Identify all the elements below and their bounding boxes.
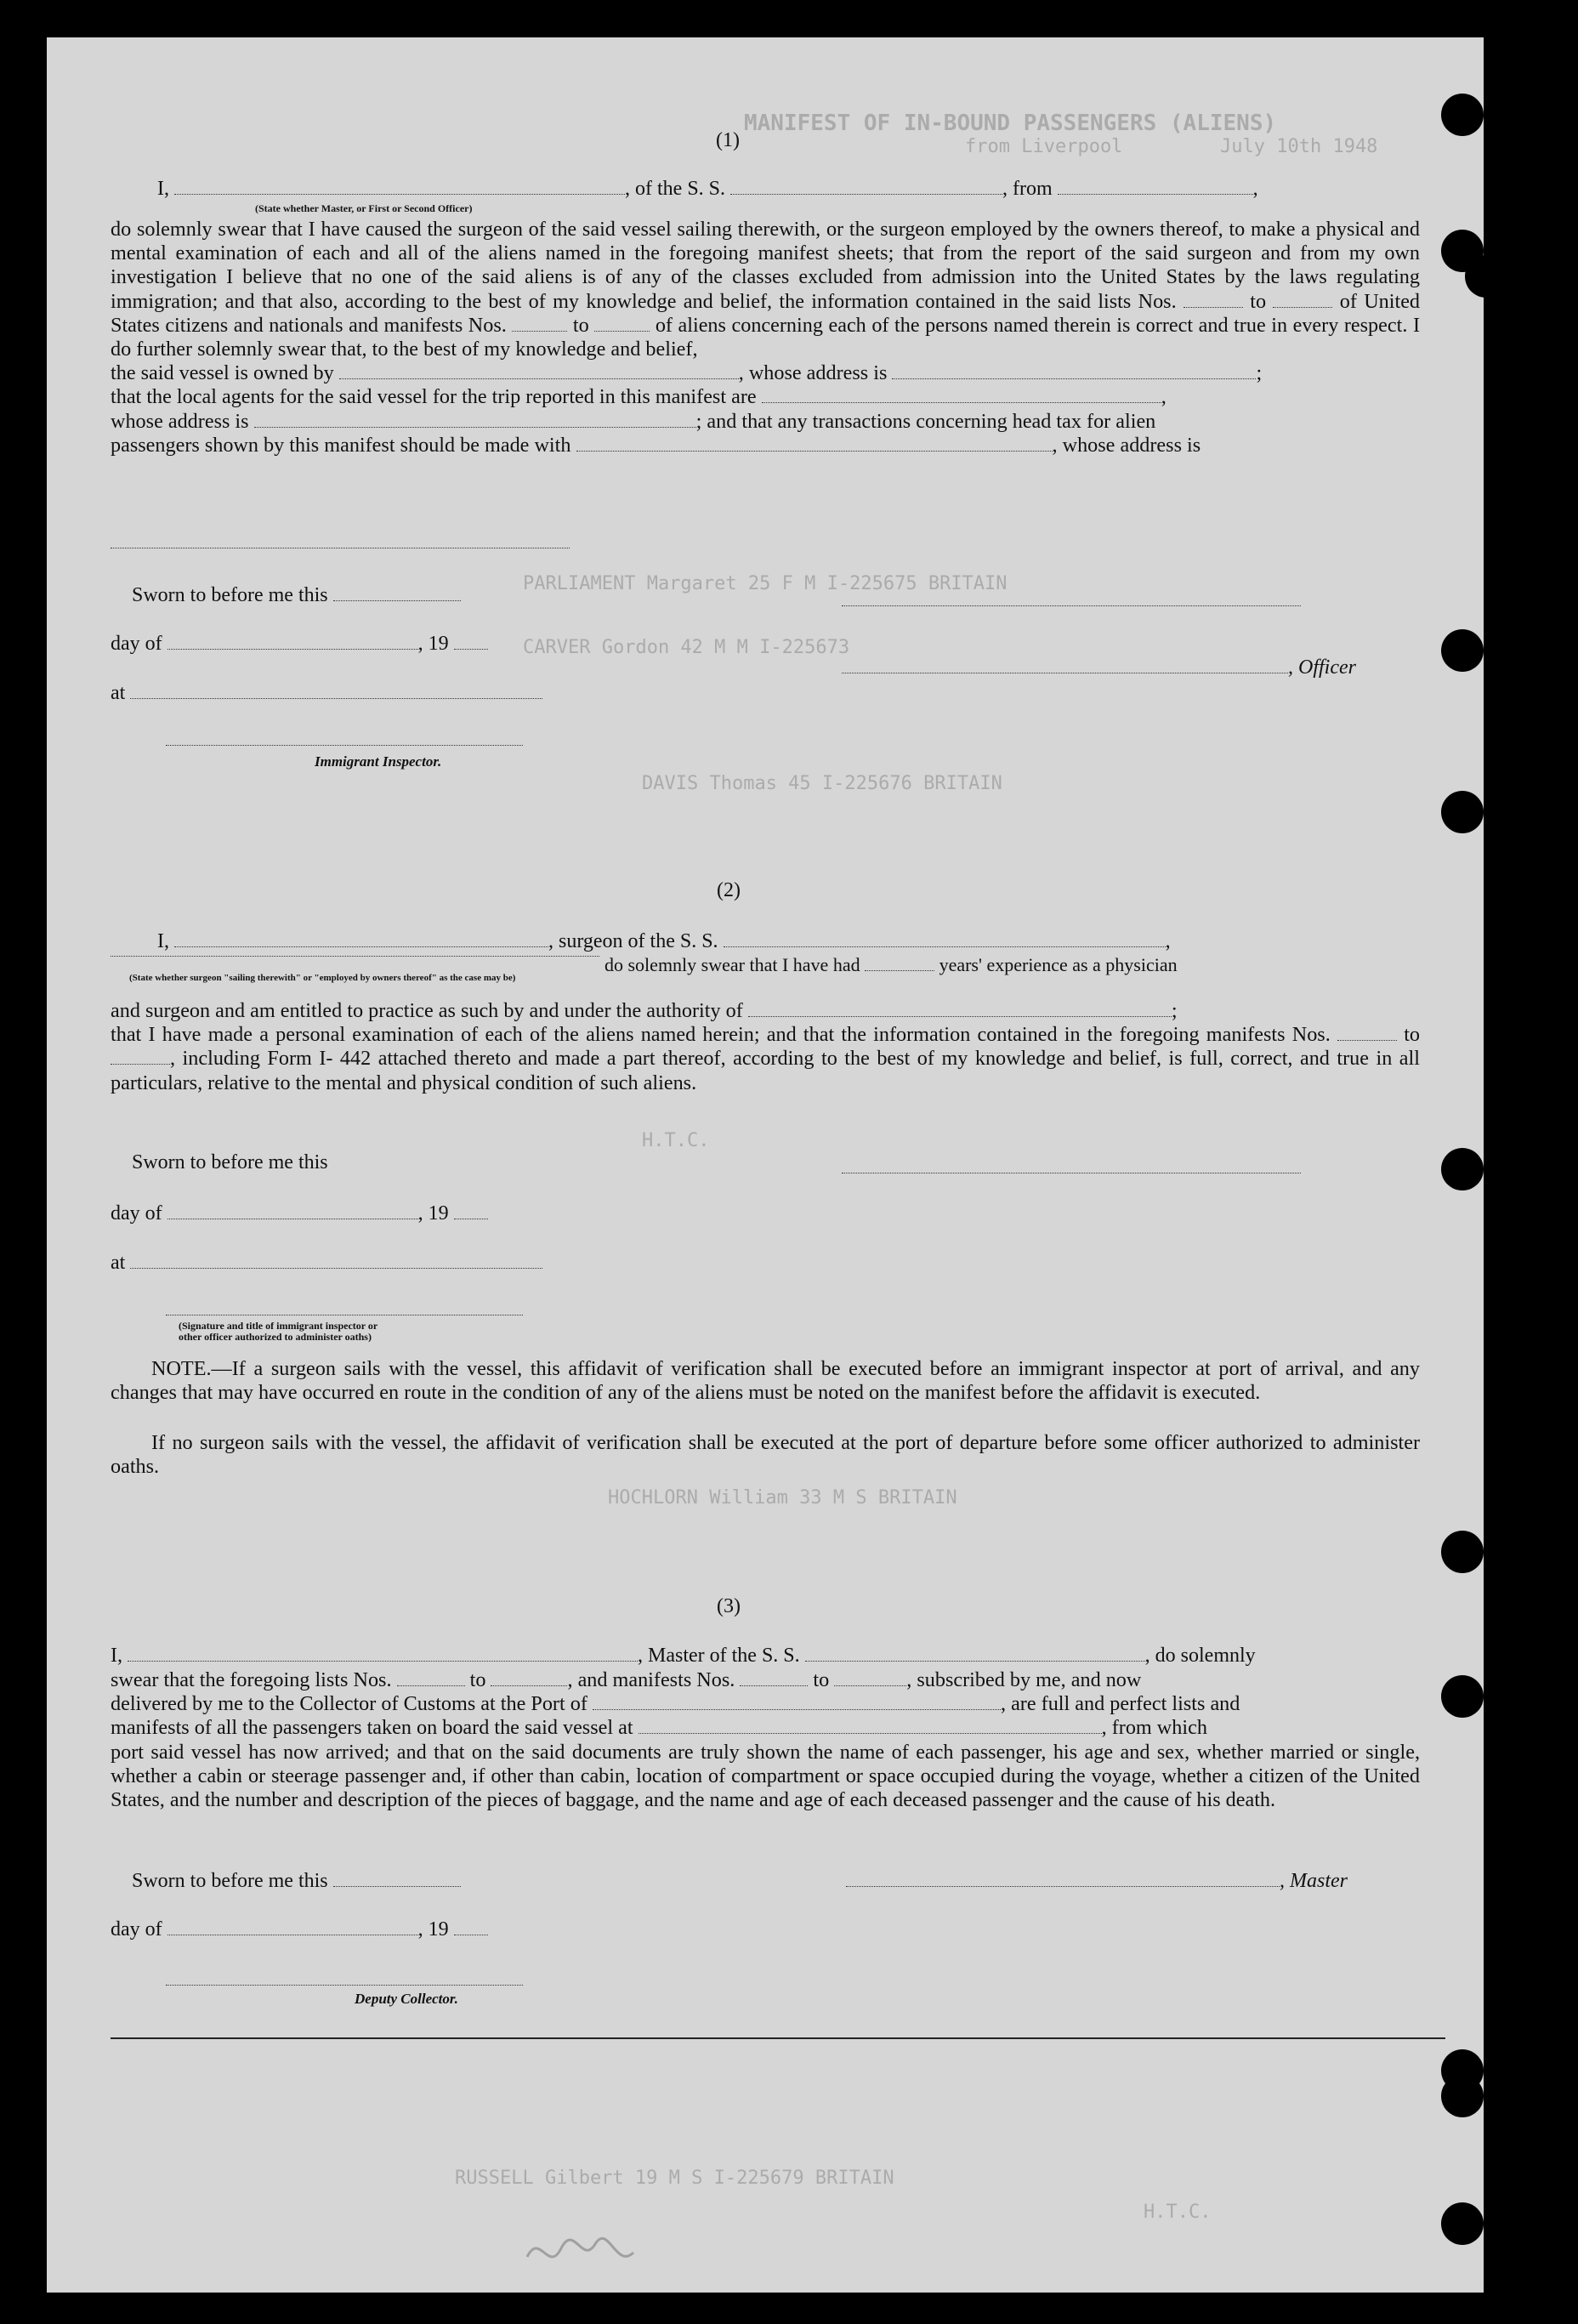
section-number: (1) — [716, 129, 740, 151]
port-field[interactable] — [1058, 179, 1253, 195]
master-name-field[interactable] — [128, 1645, 638, 1662]
punch-hole — [1441, 2075, 1484, 2117]
day-line: day of , 19 — [111, 1202, 488, 1225]
bleed-date: July 10th 1948 — [1220, 136, 1378, 157]
bleed-hc: H.T.C. — [642, 1130, 710, 1151]
sworn-line: Sworn to before me this — [132, 1151, 328, 1173]
officer-line: , Officer — [842, 656, 1356, 679]
vessel-name-field[interactable] — [730, 179, 1002, 195]
punch-hole — [1441, 1531, 1484, 1573]
punch-hole — [1441, 1148, 1484, 1190]
line-text: I, , Master of the S. S. , do solemnly — [111, 1645, 1256, 1667]
inspector-signature-line[interactable] — [166, 745, 523, 746]
surgeon-name-field[interactable] — [174, 931, 548, 947]
note-paragraph: If no surgeon sails with the vessel, the affidavit of verification shall be executed at the port of departure before some officer authorized to administer oaths. — [111, 1431, 1420, 1478]
bleed-hc: H.T.C. — [1144, 2202, 1212, 2223]
punch-hole — [1441, 94, 1484, 136]
master-signature-field[interactable] — [846, 1871, 1280, 1887]
line-text: I, , surgeon of the S. S. , — [157, 930, 1171, 952]
at-field[interactable] — [130, 1253, 542, 1269]
bleed-row: RUSSELL Gilbert 19 M S I-225679 BRITAIN — [455, 2168, 894, 2189]
line-text: do solemnly swear that I have had years' experience as a physician — [605, 954, 1178, 975]
section-number: (3) — [717, 1595, 741, 1617]
manifests-from-field[interactable] — [512, 315, 567, 332]
collector-signature-line[interactable] — [166, 1985, 523, 1986]
surgeon-note: (State whether surgeon "sailing therewith" or "employed by owners thereof" as the case may be) — [129, 973, 516, 983]
inspector-label: Immigrant Inspector. — [315, 753, 442, 770]
punch-hole — [1465, 255, 1507, 298]
lists-to-field[interactable] — [1273, 292, 1332, 308]
signature-note: other officer authorized to administer oaths) — [179, 1331, 372, 1343]
signature-note: (Signature and title of immigrant inspector or — [179, 1320, 378, 1332]
footer-rule — [111, 2037, 1445, 2039]
bleed-header: MANIFEST OF IN-BOUND PASSENGERS (ALIENS) — [744, 111, 1277, 136]
officer-signature-line[interactable] — [842, 605, 1301, 606]
day-line: day of , 19 — [111, 633, 488, 656]
note-paragraph: NOTE.—If a surgeon sails with the vessel, this affidavit of verification shall be executed before an immigrant inspector at port of arrival, and any changes that may have occurred en route in the condition of any of the aliens must be noted on the manifest before the affidavit is executed. — [111, 1357, 1420, 1404]
day-month-field[interactable] — [167, 1919, 418, 1935]
manifests-to-field[interactable] — [594, 315, 650, 332]
punch-hole — [1441, 2202, 1484, 2245]
port-of-embarkation-field[interactable] — [639, 1718, 1102, 1734]
bleed-row: DAVIS Thomas 45 I-225676 BRITAIN — [642, 773, 1002, 794]
master-paragraph: swear that the foregoing lists Nos. to , and manifests Nos. to , subscribed by me, and now delivered by me to the Collector of Customs at the Port of , are full and perfect lists and manifests of all the passengers taken on board the said vessel at , from which port said vessel has now arrived; and that on the said documents are truly shown the name of each passenger, his age and sex, whether married or single, whether a cabin or steerage passenger and, if other than cabin, location of compartment or space occupied during the voyage, whether a citizen of the United States, and the number and description of the pieces of baggage, and the name and age of each deceased passenger and the cause of his death. — [111, 1668, 1420, 1812]
day-month-field[interactable] — [167, 634, 418, 650]
manifest-page — [47, 37, 1484, 2293]
vessel-name-field[interactable] — [724, 931, 1166, 947]
at-field[interactable] — [130, 683, 542, 699]
authority-field[interactable] — [748, 1001, 1172, 1017]
punch-hole — [1441, 1675, 1484, 1718]
surgeon-status-field[interactable] — [111, 956, 599, 957]
bleed-row: PARLIAMENT Margaret 25 F M I-225675 BRITAIN — [523, 573, 1008, 594]
punch-hole — [1441, 791, 1484, 833]
lists-from-field[interactable] — [1184, 292, 1243, 308]
section-number: (2) — [717, 879, 741, 901]
day-month-field[interactable] — [167, 1203, 418, 1219]
deputy-collector-label: Deputy Collector. — [355, 1991, 458, 2007]
head-tax-party-field[interactable] — [576, 435, 1053, 452]
owner-field[interactable] — [339, 363, 739, 379]
bleed-from: from Liverpool — [965, 136, 1123, 157]
punch-hole — [1441, 629, 1484, 672]
at-line: at — [111, 1252, 542, 1275]
lists-from-field[interactable] — [397, 1670, 465, 1686]
surgeon-paragraph: and surgeon and am entitled to practice as such by and under the authority of ; that I have made a personal examination of each of the aliens named herein; and that the information contained in the foregoing manifests Nos. to , including Form I- 442 attached thereto and made a part thereof, according to the best of my knowledge and belief, is full, correct, and true in all particulars, relative to the mental and physical condition of such aliens. — [111, 999, 1421, 1094]
day-line: day of , 19 — [111, 1918, 488, 1941]
sworn-line: Sworn to before me this — [132, 1870, 461, 1893]
officer-name-field[interactable] — [174, 179, 625, 195]
manifests-to-field[interactable] — [834, 1670, 906, 1686]
sworn-day-field[interactable] — [333, 1871, 461, 1887]
year-field[interactable] — [454, 634, 488, 650]
agents-field[interactable] — [762, 387, 1161, 403]
officer-title-field[interactable] — [842, 657, 1288, 673]
lists-to-field[interactable] — [491, 1670, 567, 1686]
agents-address-field[interactable] — [254, 412, 696, 428]
bleed-row: CARVER Gordon 42 M M I-225673 — [523, 637, 850, 658]
owner-address-field[interactable] — [892, 363, 1256, 379]
year-field[interactable] — [454, 1919, 488, 1935]
manifests-from-field[interactable] — [1337, 1025, 1397, 1041]
port-of-arrival-field[interactable] — [593, 1694, 1001, 1710]
bleed-row: HOCHLORN William 33 M S BRITAIN — [608, 1487, 957, 1509]
officer-note: (State whether Master, or First or Second Officer) — [255, 202, 473, 214]
years-field[interactable] — [865, 955, 934, 971]
sworn-line: Sworn to before me this — [132, 584, 461, 607]
manifests-to-field[interactable] — [111, 1048, 170, 1065]
vessel-name-field[interactable] — [805, 1645, 1145, 1662]
handwritten-signature — [523, 2223, 642, 2282]
year-field[interactable] — [454, 1203, 488, 1219]
master-line: , Master — [846, 1870, 1348, 1893]
oath-paragraph: do solemnly swear that I have caused the surgeon of the said vessel sailing therewith, or the surgeon employed by the owners thereof, to make a physical and mental examination of each and all of the aliens named in the foregoing manifest sheets; that from the report of the said surgeon and from my own investigation I believe that no one of the said aliens is of any of the classes excluded from admission into the United States by the laws regulating immigration; and that also, according to the best of my knowledge and belief, the information contained in the said lists Nos. to of United States citizens and nationals and manifests Nos. to of aliens concerning each of the persons named therein is correct and true in every respect. I do further solemnly swear that, to the best of my knowledge and belief, the said vessel is owned by , whose address is ; that the local agents for the said vessel for the trip reported in this manifest are , whose address is ; and that any transactions concerning head tax for alien passengers shown by this manifest should be made with , whose address is — [111, 218, 1421, 457]
sworn-day-field[interactable] — [333, 585, 461, 601]
line-text: I, , of the S. S. , from , — [157, 178, 1258, 200]
at-line: at — [111, 682, 542, 705]
manifests-from-field[interactable] — [740, 1670, 808, 1686]
